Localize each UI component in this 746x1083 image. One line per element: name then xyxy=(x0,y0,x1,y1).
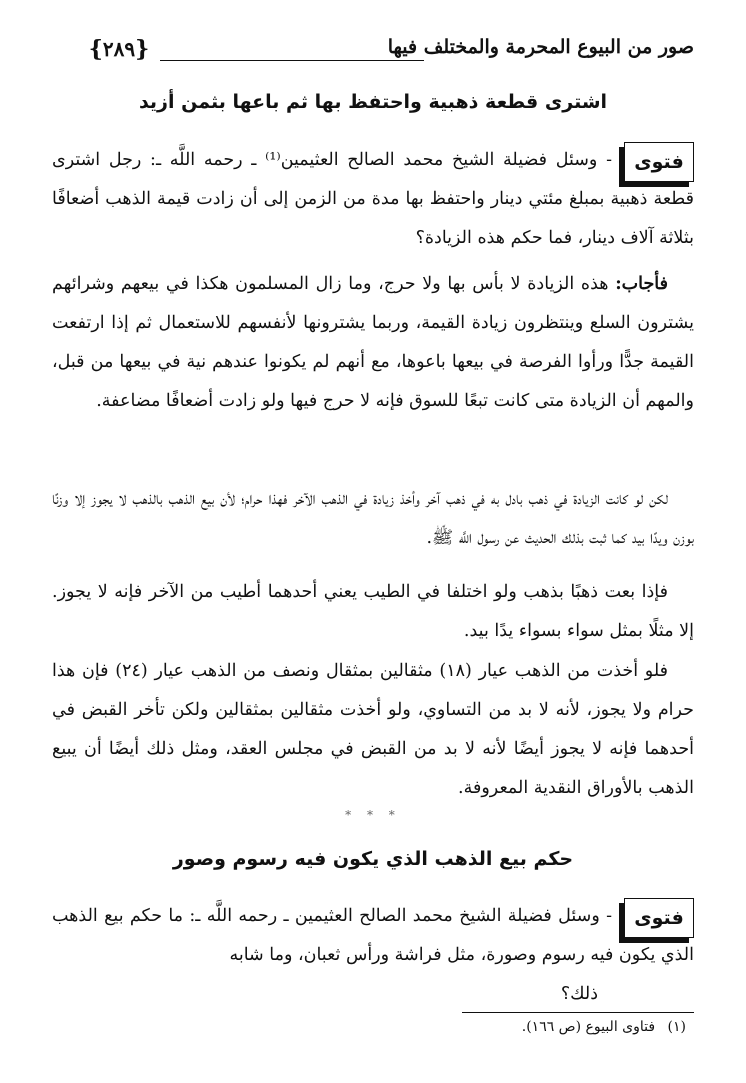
answer-prefix: فأجاب: xyxy=(615,274,668,294)
fatwa-label-1: فتوى xyxy=(624,142,694,182)
section2-question-end: ذلك؟ xyxy=(560,984,598,1004)
header-rule xyxy=(160,60,424,61)
fatwa-label-2: فتوى xyxy=(624,898,694,938)
running-title: صور من البيوع المحرمة والمختلف فيها xyxy=(387,36,694,58)
footnote-text: فتاوى البيوع (ص ١٦٦). xyxy=(521,1019,656,1035)
page-number-brace-left: { xyxy=(88,36,103,62)
footnote xyxy=(522,1019,686,1035)
section-separator: * * * xyxy=(345,808,401,822)
footnote-rule xyxy=(462,1012,694,1013)
section1-answer-p4: فلو أخذت من الذهب عيار (١٨) مثقالين بمثقال ونصف من الذهب عيار (٢٤) فإن هذا حرام ولا يجوز، لأنه لا بد من التساوي، ولو أخذت مثقالين بمثقالين ولكن تأخر القبض في أحدهما فإنه لا يجوز أيضًا لأنه لا بد من القبض في مجلس العقد، ومثل ذلك أيضًا أن يبيع الذهب بالأوراق النقدية المعروفة. xyxy=(52,661,694,798)
section2-title: حكم بيع الذهب الذي يكون فيه رسوم وصور xyxy=(172,848,574,870)
footnote-number: (١) xyxy=(667,1019,686,1035)
page-number-value: ٢٨٩ xyxy=(102,37,136,61)
section1-answer-p3: فإذا بعت ذهبًا بذهب ولو اختلفا في الطيب يعني أحدهما أطيب من الآخر فإنه لا يجوز. إلا مثلًا بمثل سواء بسواء يدًا بيد. xyxy=(52,582,694,641)
section1-answer-p1 xyxy=(52,265,694,421)
section1-question: - وسئل فضيلة الشيخ محمد الصالح العثيمين⁽¹⁾ ـ رحمه اللَّه ـ: رجل اشترى قطعة ذهبية بمبلغ مئتي دينار واحتفظ بها مدة من الزمن إلى أن زادت قيمة الذهب أضعافًا بثلاثة آلاف دينار، فما حكم هذه الزيادة؟ xyxy=(52,150,694,248)
section2-question: - وسئل فضيلة الشيخ محمد الصالح العثيمين ـ رحمه اللَّه ـ: ما حكم بيع الذهب الذي يكون فيه رسوم وصورة، مثل فراشة ورأس ثعبان، وما شابه xyxy=(52,906,694,965)
page-number xyxy=(88,32,150,66)
page-number-brace-right: } xyxy=(135,36,150,62)
section1-answer-p2: لكن لو كانت الزيادة في ذهب بادل به في ذهب آخر وأخذ زيادة في الذهب الآخر فهذا حرام؛ لأن بيع الذهب بالذهب لا يجوز إلا وزنًا بوزن ويدًا بيد كما ثبت بذلك الحديث عن رسول اللَّه ﷺ. xyxy=(52,489,694,548)
section1-title: اشترى قطعة ذهبية واحتفظ بها ثم باعها بثمن أزيد xyxy=(138,91,608,113)
answer-p1-text: هذه الزيادة لا بأس بها ولا حرج، وما زال المسلمون هكذا في بيعهم وشرائهم يشترون السلع وينتظرون زيادة القيمة، وربما يشترونها لأنفسهم للاستعمال ثم إذا ارتفعت القيمة جدًّا ورأوا الفرصة في بيعها باعوها، مع أنهم لم يكونوا عندهم نية في بيعها من قبل، والمهم أن الزيادة متى كانت تبعًا للسوق فإنه لا حرج فيها ولو زادت أضعافًا مضاعفة. xyxy=(52,274,694,411)
